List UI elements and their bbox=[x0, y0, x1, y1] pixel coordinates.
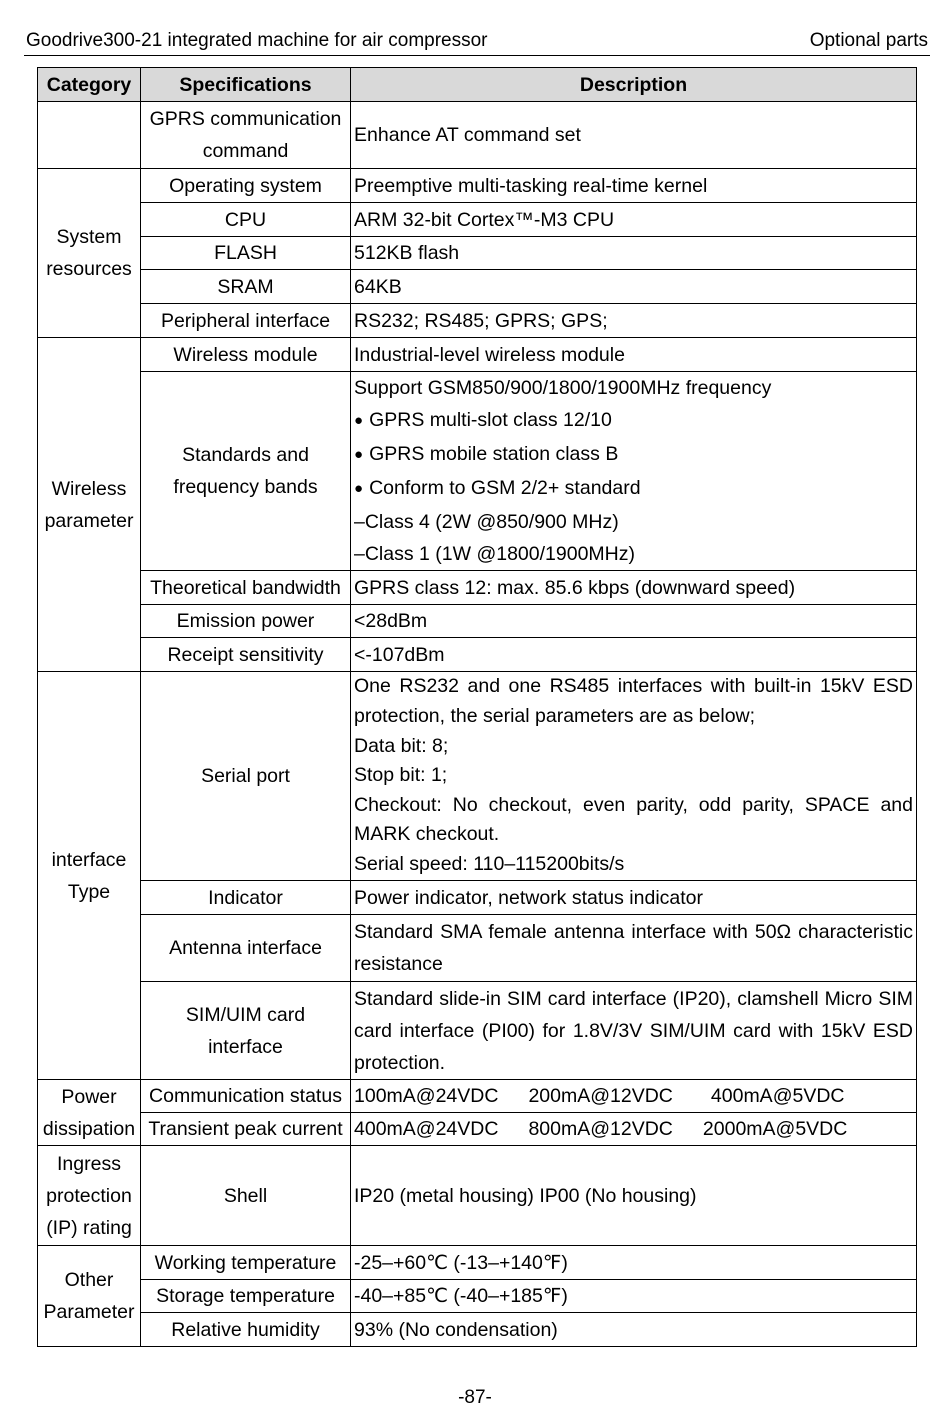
desc-cell: 512KB flash bbox=[351, 237, 917, 270]
table-row bbox=[38, 102, 917, 169]
category-wireless-parameter: Wireless parameter bbox=[38, 338, 141, 672]
table-row bbox=[38, 672, 917, 881]
desc-cell: <28dBm bbox=[351, 605, 917, 638]
page-number: -87- bbox=[458, 1387, 492, 1408]
table-row bbox=[38, 982, 917, 1080]
category-cell-empty bbox=[38, 102, 141, 169]
category-system-resources: System resources bbox=[38, 169, 141, 338]
table-row bbox=[38, 1246, 917, 1280]
desc-cell: -40–+85℃ (-40–+185℉) bbox=[351, 1280, 917, 1313]
section-title: Optional parts bbox=[809, 30, 928, 51]
spec-cell: Operating system bbox=[141, 169, 351, 203]
specifications-table bbox=[37, 67, 917, 1347]
spec-cell: Peripheral interface bbox=[141, 304, 351, 338]
spec-cell: Receipt sensitivity bbox=[141, 638, 351, 672]
spec-cell: Emission power bbox=[141, 605, 351, 638]
table-row bbox=[38, 571, 917, 605]
table-row bbox=[38, 169, 917, 203]
spec-cell: SIM/UIM card interface bbox=[141, 982, 351, 1080]
spec-cell: GPRS communication command bbox=[141, 102, 351, 169]
spec-cell: Relative humidity bbox=[141, 1313, 351, 1347]
desc-cell: -25–+60℃ (-13–+140℉) bbox=[351, 1246, 917, 1280]
table-row bbox=[38, 881, 917, 915]
table-row bbox=[38, 1280, 917, 1313]
category-power-dissipation: Power dissipation bbox=[38, 1080, 141, 1146]
table-row bbox=[38, 915, 917, 982]
page-header bbox=[24, 29, 930, 56]
table-row bbox=[38, 338, 917, 372]
header-category: Category bbox=[38, 68, 141, 102]
spec-cell: Standards and frequency bands bbox=[141, 372, 351, 571]
bullet-item: ● GPRS mobile station class B bbox=[354, 438, 913, 472]
spec-cell: Serial port bbox=[141, 672, 351, 881]
desc-cell: Standard slide-in SIM card interface (IP20), clamshell Micro SIM card interface (PI00) for 1.8V/3V SIM/UIM card with 15kV ESD protection. bbox=[351, 982, 917, 1080]
desc-cell: Industrial-level wireless module bbox=[351, 338, 917, 372]
table-row bbox=[38, 605, 917, 638]
desc-cell: RS232; RS485; GPRS; GPS; bbox=[351, 304, 917, 338]
bullet-item: ● Conform to GSM 2/2+ standard bbox=[354, 472, 913, 506]
desc-cell: IP20 (metal housing) IP00 (No housing) bbox=[351, 1146, 917, 1246]
table-row bbox=[38, 638, 917, 672]
table-row bbox=[38, 203, 917, 237]
desc-cell: Power indicator, network status indicator bbox=[351, 881, 917, 915]
table-row bbox=[38, 304, 917, 338]
header-description: Description bbox=[351, 68, 917, 102]
desc-cell: 100mA@24VDC 200mA@12VDC 400mA@5VDC bbox=[351, 1080, 917, 1113]
spec-cell: FLASH bbox=[141, 237, 351, 270]
spec-cell: Shell bbox=[141, 1146, 351, 1246]
spec-cell: Indicator bbox=[141, 881, 351, 915]
header-specifications: Specifications bbox=[141, 68, 351, 102]
table-row bbox=[38, 1113, 917, 1146]
desc-cell: One RS232 and one RS485 interfaces with built-in 15kV ESD protection, the serial parameters are as below; Data bit: 8; Stop bit: 1; Checkout: No checkout, even parity, odd parity, SPACE and MARK checkout. Serial speed: 110–115200bits/s bbox=[351, 672, 917, 881]
desc-cell: <-107dBm bbox=[351, 638, 917, 672]
table-row bbox=[38, 1313, 917, 1347]
table-header-row bbox=[38, 68, 917, 102]
category-ip-rating: Ingress protection (IP) rating bbox=[38, 1146, 141, 1246]
table-row bbox=[38, 372, 917, 571]
desc-cell: GPRS class 12: max. 85.6 kbps (downward speed) bbox=[351, 571, 917, 605]
spec-cell: Communication status bbox=[141, 1080, 351, 1113]
spec-cell: SRAM bbox=[141, 270, 351, 304]
desc-cell: Preemptive multi-tasking real-time kernel bbox=[351, 169, 917, 203]
spec-cell: CPU bbox=[141, 203, 351, 237]
desc-cell: 400mA@24VDC 800mA@12VDC 2000mA@5VDC bbox=[351, 1113, 917, 1146]
table-row bbox=[38, 270, 917, 304]
desc-cell: ARM 32-bit Cortex™-M3 CPU bbox=[351, 203, 917, 237]
desc-cell: 64KB bbox=[351, 270, 917, 304]
category-other-parameter: Other Parameter bbox=[38, 1246, 141, 1347]
document-title: Goodrive300-21 integrated machine for air compressor bbox=[26, 30, 488, 51]
spec-cell: Storage temperature bbox=[141, 1280, 351, 1313]
table-row bbox=[38, 237, 917, 270]
desc-cell: Standard SMA female antenna interface with 50Ω characteristic resistance bbox=[351, 915, 917, 982]
table-row bbox=[38, 1080, 917, 1113]
spec-cell: Working temperature bbox=[141, 1246, 351, 1280]
desc-cell: 93% (No condensation) bbox=[351, 1313, 917, 1347]
table-row bbox=[38, 1146, 917, 1246]
desc-cell: Enhance AT command set bbox=[351, 102, 917, 169]
category-interface-type: interface Type bbox=[38, 672, 141, 1080]
spec-cell: Transient peak current bbox=[141, 1113, 351, 1146]
spec-cell: Antenna interface bbox=[141, 915, 351, 982]
spec-cell: Wireless module bbox=[141, 338, 351, 372]
desc-cell: Support GSM850/900/1800/1900MHz frequency ● GPRS multi-slot class 12/10 ● GPRS mobile station class B ● Conform to GSM 2/2+ standard –Class 4 (2W @850/900 MHz) –Class 1 (1W @1800/1900MHz) bbox=[351, 372, 917, 571]
bullet-item: ● GPRS multi-slot class 12/10 bbox=[354, 404, 913, 438]
spec-cell: Theoretical bandwidth bbox=[141, 571, 351, 605]
